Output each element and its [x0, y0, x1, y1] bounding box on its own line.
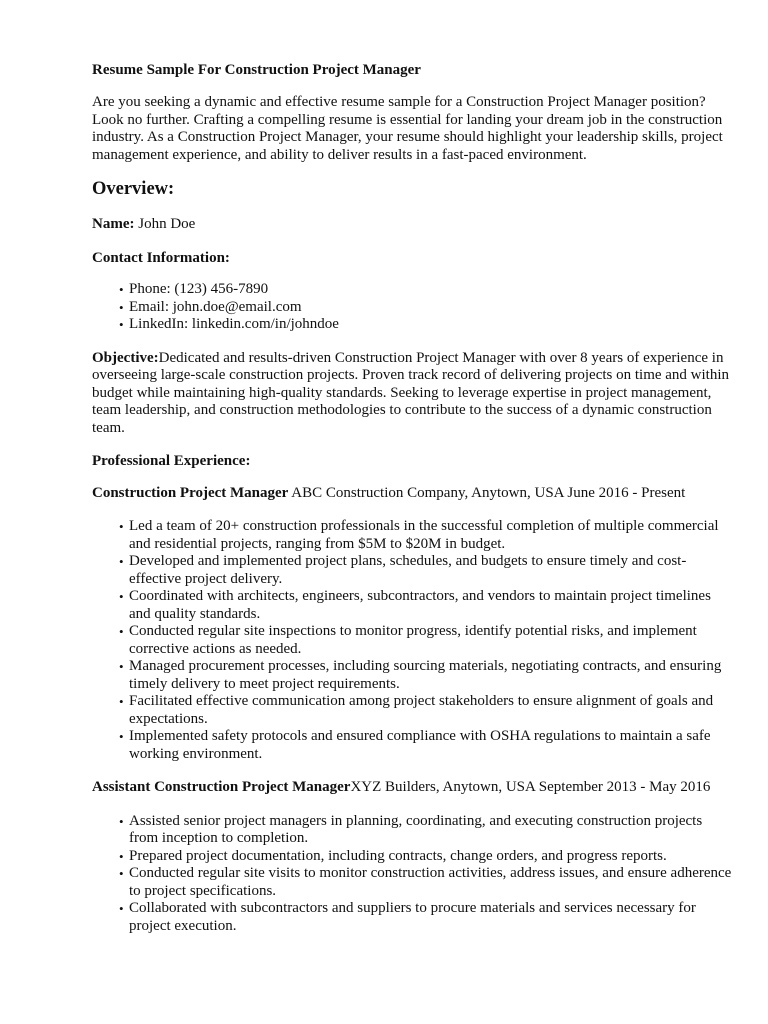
- experience-heading: Professional Experience:: [92, 453, 251, 469]
- job-bullet-list: [92, 518, 732, 763]
- job-details: ABC Construction Company, Anytown, USA June 2016 - Present: [291, 484, 686, 501]
- list-item-text: Conducted regular site inspections to monitor progress, identify potential risks, and implement corrective actions as needed.: [129, 623, 697, 657]
- bullet-icon: •: [119, 866, 124, 881]
- contact-item: [119, 298, 732, 317]
- name-label: Name:: [92, 216, 135, 232]
- job-heading: [92, 779, 732, 797]
- bullet-icon: •: [119, 299, 124, 315]
- objective-text: Dedicated and results-driven Construction Project Manager with over 8 years of experience in overseeing large-scale construction projects. Proven track record of delivering projects on time and within budget while maintaining high-quality standards. Seeking to leverage expertise in project management, team leadership, and construction methodologies to contribute to the success of a dynamic construction team.: [92, 349, 730, 436]
- contact-phone: Phone: (123) 456-7890: [129, 281, 269, 297]
- list-item-text: Developed and implemented project plans, schedules, and budgets to ensure timely and cost-effective project delivery.: [129, 553, 687, 587]
- bullet-icon: •: [119, 813, 124, 829]
- bullet-icon: •: [119, 624, 124, 639]
- list-item-text: Assisted senior project managers in planning, coordinating, and executing construction projects from inception to completion.: [129, 812, 703, 846]
- bullet-icon: •: [119, 659, 124, 674]
- job-heading: [92, 485, 732, 503]
- bullet-icon: •: [119, 554, 124, 569]
- list-item: [119, 728, 732, 763]
- list-item-text: Managed procurement processes, including sourcing materials, negotiating contracts, and ensuring timely delivery to meet project requirements.: [129, 658, 722, 692]
- list-item: [119, 623, 732, 658]
- list-item: [119, 865, 732, 900]
- list-item-text: Conducted regular site visits to monitor construction activities, address issues, and ensure adherence to project specifications.: [129, 865, 732, 899]
- list-item: [119, 900, 732, 935]
- job-title: Construction Project Manager: [92, 484, 289, 501]
- list-item: [119, 553, 732, 588]
- contact-list: [92, 281, 732, 334]
- job-title: Assistant Construction Project Manager: [92, 779, 351, 795]
- list-item-text: Coordinated with architects, engineers, subcontractors, and vendors to maintain project timelines and quality standards.: [129, 588, 711, 622]
- list-item: [119, 658, 732, 693]
- document-page: [92, 60, 732, 951]
- bullet-icon: •: [119, 848, 124, 864]
- list-item: [119, 847, 732, 866]
- list-item-text: Facilitated effective communication among project stakeholders to ensure alignment of goals and expectations.: [129, 693, 714, 727]
- contact-item: [119, 316, 732, 334]
- bullet-icon: •: [119, 519, 124, 534]
- name-value: John Doe: [138, 216, 196, 232]
- bullet-icon: •: [119, 317, 124, 332]
- job-details: XYZ Builders, Anytown, USA September 2013 - May 2016: [350, 779, 711, 795]
- contact-linkedin: LinkedIn: linkedin.com/in/johndoe: [129, 316, 339, 332]
- objective-paragraph: [92, 350, 732, 438]
- bullet-icon: •: [119, 901, 124, 916]
- document-title: Resume Sample For Construction Project Manager: [92, 62, 421, 78]
- overview-heading: Overview:: [92, 179, 175, 199]
- bullet-icon: •: [119, 589, 124, 604]
- contact-email: Email: john.doe@email.com: [129, 298, 302, 315]
- objective-label: Objective:: [92, 349, 159, 366]
- list-item-text: Led a team of 20+ construction professionals in the successful completion of multiple commercial and residential projects, ranging from $5M to $20M in budget.: [129, 518, 719, 552]
- list-item: [119, 518, 732, 553]
- list-item-text: Collaborated with subcontractors and suppliers to procure materials and services necessary for project execution.: [129, 900, 696, 934]
- list-item-text: Implemented safety protocols and ensured compliance with OSHA regulations to maintain a safe working environment.: [129, 728, 711, 762]
- contact-item: [119, 281, 732, 299]
- contact-heading: Contact Information:: [92, 249, 230, 266]
- list-item: [119, 588, 732, 623]
- bullet-icon: •: [119, 282, 124, 297]
- list-item-text: Prepared project documentation, including contracts, change orders, and progress reports.: [129, 847, 667, 864]
- list-item: [119, 812, 732, 848]
- intro-paragraph: Are you seeking a dynamic and effective resume sample for a Construction Project Manager position? Look no further. Crafting a compelling resume is essential for landing your dream job in the construction industry. As a Construction Project Manager, your resume should highlight your leadership skills, project management experience, and ability to deliver results in a fast-paced environment.: [92, 94, 723, 163]
- list-item: [119, 693, 732, 728]
- bullet-icon: •: [119, 694, 124, 709]
- bullet-icon: •: [119, 729, 124, 744]
- name-line: [92, 216, 732, 234]
- job-bullet-list: [92, 813, 732, 936]
